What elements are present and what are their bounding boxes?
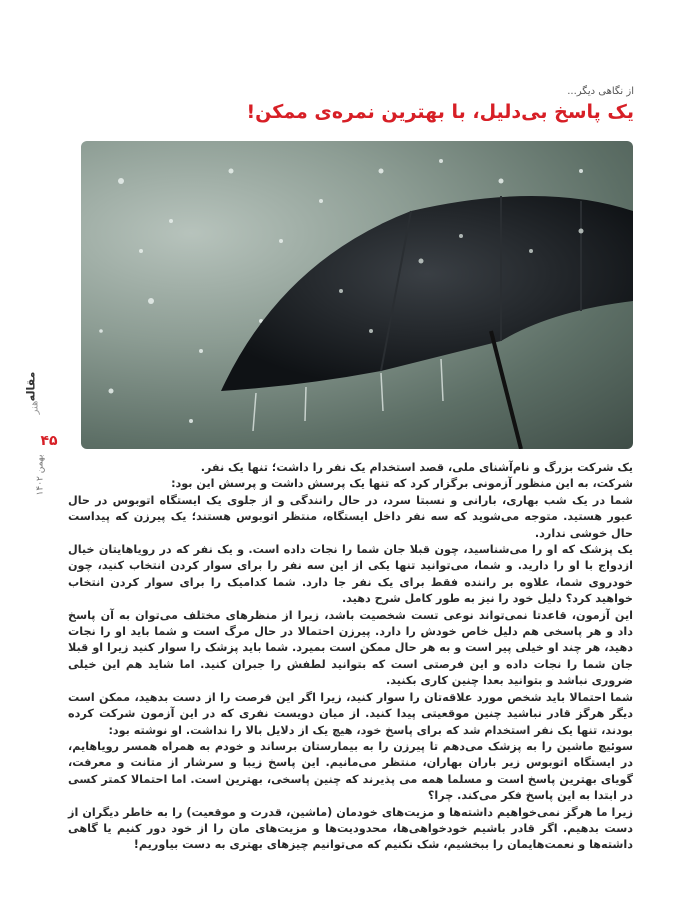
section-kicker: از نگاهی دیگر... [567,86,634,97]
magazine-logo: هنر [29,400,41,415]
issue-date: بهمن ۱۴۰۲ [35,454,46,496]
article-paragraph: سوئیچ ماشین را به پزشک می‌دهم تا پیرزن را به بیمارستان برساند و خودم به همراه همسر رویاهایم، در ایستگاه اتوبوس زیر باران بهاران، منتظر می‌مانیم. این پاسخ زیبا و سرشار از متانت و معرفت، گویای بهترین پاسخ است و مسلما همه می پذیرند که چنین پاسخی، بهترین است. اما احتمالا کمتر کسی در ابتدا به این پاسخ فکر می‌کند. چرا؟ [68,739,633,803]
page-number: ۴۵ [36,430,62,452]
article-paragraph: شرکت، به این منظور آزمونی برگزار کرد که تنها یک پرسش داشت و پرسش این بود: [171,477,633,491]
umbrella-rain-photo [81,141,633,449]
article-body [68,460,633,854]
section-label: مقاله [24,371,38,402]
umbrella-icon [81,141,633,449]
article-paragraph: این آزمون، قاعدتا نمی‌تواند نوعی تست شخصیت باشد، زیرا از منظرهای مختلف می‌توان به آن پاسخ داد و هر پاسخی هم دلیل خاص خودش را دارد. پیرزن احتمالا در حال مرگ است و شما باید او را نجات دهید، هر چند او خیلی پیر است و به هر حال ممکن است بمیرد. شما باید پزشک را سوار کنید زیرا او قبلا جان شما را نجات داده و این فرصتی است که بتوانید لطفش را جبران کنید. اما شاید هم این خیلی ضروری نباشد و بتوانید بعدا چنین کاری بکنید. [68,608,633,688]
article-paragraph: شما احتمالا باید شخص مورد علاقه‌تان را سوار کنید، زیرا اگر این فرصت را از دست بدهید، ممکن است دیگر هرگز قادر نباشید چنین موقعیتی پیدا کنید. از میان دویست نفری که در این آزمون شرکت کرده بودند، تنها یک نفر استخدام شد که برای پاسخ خود، هیچ یک از دلایل بالا را نداشت. او نوشته بود: [68,690,633,737]
article-paragraph: شما در یک شب بهاری، بارانی و نسبتا سرد، در حال رانندگی و از جلوی یک ایستگاه اتوبوس در حال عبور هستید. متوجه می‌شوید که سه نفر داخل ایستگاه، منتظر اتوبوس هستند؛ یک پیرزن که پیداست حال خوشی ندارد. [68,493,633,540]
article-paragraph: زیرا ما هرگز نمی‌خواهیم داشته‌ها و مزیت‌های خودمان (ماشین، قدرت و موقعیت) را به خاطر دیگران از دست بدهیم. اگر قادر باشیم خودخواهی‌ها، محدودیت‌ها و مزیت‌های مان را از خود دور کنیم یا گاهی داشته‌ها و نعمت‌هایمان را ببخشیم، شک نکنیم که می‌توانیم چیزهای بهتری به دست بیاوریم! [68,805,633,852]
article-title: یک پاسخ بی‌دلیل، با بهترین نمره‌ی ممکن! [246,101,634,123]
article-paragraph: یک شرکت بزرگ و نام‌آشنای ملی، قصد استخدام یک نفر را داشت؛ تنها یک نفر. [200,461,633,474]
article-paragraph: یک پزشک که او را می‌شناسید، چون قبلا جان شما را نجات داده است. و یک نفر که در رویاهایتان خیال ازدواج با او را دارید. و شما، می‌توانید تنها یکی از این سه نفر را برای سوار کردن انتخاب کنید، چون خودروی شما، علاوه بر راننده فقط برای یک نفر جا دارد. شما کدامیک را برای سوار کردن انتخاب خواهید کرد؟ دلیل خود را نیز به طور کامل شرح دهید. [68,543,633,606]
